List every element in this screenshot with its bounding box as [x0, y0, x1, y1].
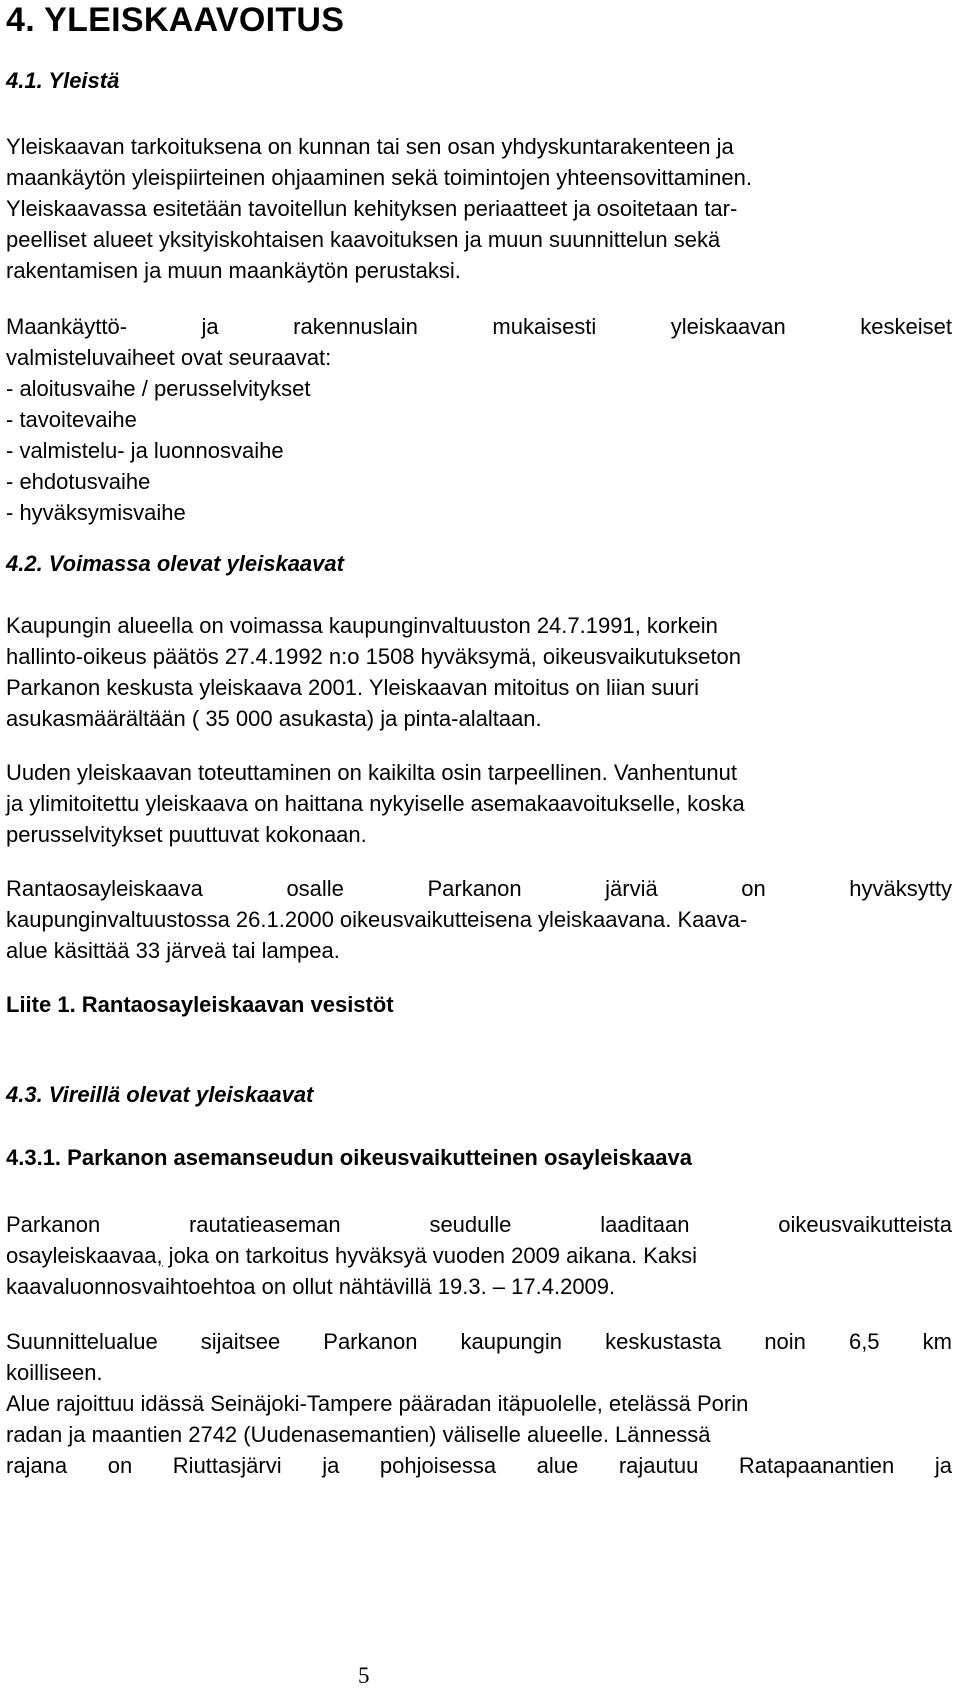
word: 6,5	[848, 1329, 880, 1354]
word: kaupungin	[460, 1329, 563, 1354]
word: hyväksytty	[849, 876, 952, 901]
word: on	[741, 876, 766, 901]
word: Parkanon	[323, 1329, 418, 1354]
phase-list-item: - tavoitevaihe	[6, 407, 137, 432]
section-heading-4-2: 4.2. Voimassa olevat yleiskaavat	[6, 551, 344, 576]
phase-list-item: - aloitusvaihe / perusselvitykset	[6, 376, 311, 401]
section-heading-4-1: 4.1. Yleistä	[6, 68, 120, 93]
phase-list-item: - ehdotusvaihe	[6, 469, 151, 494]
justified-line	[6, 1209, 952, 1240]
phase-list-item: - valmistelu- ja luonnosvaihe	[6, 438, 284, 463]
text-fragment: osayleiskaavaa	[6, 1243, 157, 1268]
word: Parkanon	[427, 876, 522, 901]
text-line: radan ja maantien 2742 (Uudenasemantien) väliselle alueelle. Lännessä	[6, 1422, 711, 1447]
text-line: alue käsittää 33 järveä tai lampea.	[6, 938, 340, 963]
word: pohjoisessa	[379, 1453, 497, 1478]
justified-line	[6, 1326, 952, 1357]
text-line	[6, 1240, 952, 1271]
text-line: Alue rajoittuu idässä Seinäjoki-Tampere pääradan itäpuolelle, etelässä Porin	[6, 1391, 749, 1416]
underlined-comma: ,	[156, 1243, 163, 1268]
text-line: Uuden yleiskaavan toteuttaminen on kaikilta osin tarpeellinen. Vanhentunut	[6, 760, 737, 785]
text-line: ja ylimitoitettu yleiskaava on haittana nykyiselle asemakaavoitukselle, koska	[6, 791, 745, 816]
word: on	[107, 1453, 133, 1478]
paragraph-rantaosayleiskaava	[6, 873, 952, 966]
word: keskustasta	[605, 1329, 722, 1354]
word: keskeiset	[860, 314, 952, 339]
word: Ratapaanantien	[738, 1453, 895, 1478]
paragraph-yleista-1	[6, 131, 952, 286]
text-line: Yleiskaavan tarkoituksena on kunnan tai sen osan yhdyskuntarakenteen ja	[6, 134, 734, 159]
word: Maankäyttö-	[6, 314, 128, 339]
word: oikeusvaikutteista	[778, 1212, 952, 1237]
word: ja	[934, 1453, 952, 1478]
text-line: perusselvitykset puuttuvat kokonaan.	[6, 822, 367, 847]
word: Suunnittelualue	[6, 1329, 158, 1354]
chapter-heading: 4. YLEISKAAVOITUS	[6, 1, 345, 39]
paragraph-asemanseutu-1	[6, 1209, 952, 1302]
word: ja	[201, 314, 219, 339]
word: Parkanon	[6, 1212, 101, 1237]
word: yleiskaavan	[670, 314, 786, 339]
word: rajana	[6, 1453, 68, 1478]
word: Riuttasjärvi	[172, 1453, 282, 1478]
word: osalle	[286, 876, 344, 901]
text-line: rakentamisen ja muun maankäytön perustaksi.	[6, 258, 461, 283]
paragraph-yleista-2	[6, 311, 952, 528]
justified-line	[6, 873, 952, 904]
word: km	[922, 1329, 952, 1354]
text-line: Kaupungin alueella on voimassa kaupunginvaltuuston 24.7.1991, korkein	[6, 613, 718, 638]
section-heading-4-3: 4.3. Vireillä olevat yleiskaavat	[6, 1082, 314, 1107]
page-number: 5	[358, 1663, 370, 1688]
paragraph-voimassa-1	[6, 610, 952, 734]
justified-line	[6, 311, 952, 342]
word: noin	[764, 1329, 806, 1354]
subsection-heading-4-3-1: 4.3.1. Parkanon asemanseudun oikeusvaikutteinen osayleiskaava	[6, 1145, 692, 1170]
text-line: koilliseen.	[6, 1360, 103, 1385]
text-line: valmisteluvaiheet ovat seuraavat:	[6, 345, 332, 370]
phase-list-item: - hyväksymisvaihe	[6, 500, 186, 525]
text-fragment: joka on tarkoitus hyväksyä vuoden 2009 aikana. Kaksi	[162, 1243, 697, 1268]
paragraph-asemanseutu-3	[6, 1388, 952, 1481]
text-line: Parkanon keskusta yleiskaava 2001. Yleiskaavan mitoitus on liian suuri	[6, 675, 699, 700]
word: seudulle	[429, 1212, 512, 1237]
word: laaditaan	[600, 1212, 690, 1237]
text-line: maankäytön yleispiirteinen ohjaaminen sekä toimintojen yhteensovittaminen.	[6, 165, 752, 190]
text-line: peelliset alueet yksityiskohtaisen kaavoituksen ja muun suunnittelun sekä	[6, 227, 721, 252]
word: ja	[322, 1453, 340, 1478]
text-line: hallinto-oikeus päätös 27.4.1992 n:o 1508 hyväksymä, oikeusvaikutukseton	[6, 644, 742, 669]
word: sijaitsee	[200, 1329, 281, 1354]
word: Rantaosayleiskaava	[6, 876, 203, 901]
text-line: kaupunginvaltuustossa 26.1.2000 oikeusvaikutteisena yleiskaavana. Kaava-	[6, 907, 748, 932]
word: mukaisesti	[492, 314, 597, 339]
justified-line	[6, 1450, 952, 1481]
word: rajautuu	[618, 1453, 699, 1478]
paragraph-voimassa-2	[6, 757, 952, 850]
text-line: asukasmäärältään ( 35 000 asukasta) ja pinta-alaltaan.	[6, 706, 542, 731]
appendix-reference: Liite 1. Rantaosayleiskaavan vesistöt	[6, 992, 394, 1017]
word: järviä	[605, 876, 658, 901]
text-line: kaavaluonnosvaihtoehtoa on ollut nähtävillä 19.3. – 17.4.2009.	[6, 1274, 616, 1299]
paragraph-asemanseutu-2	[6, 1326, 952, 1388]
word: alue	[536, 1453, 579, 1478]
word: rautatieaseman	[188, 1212, 341, 1237]
text-line: Yleiskaavassa esitetään tavoitellun kehityksen periaatteet ja osoitetaan tar-	[6, 196, 738, 221]
word: rakennuslain	[293, 314, 418, 339]
